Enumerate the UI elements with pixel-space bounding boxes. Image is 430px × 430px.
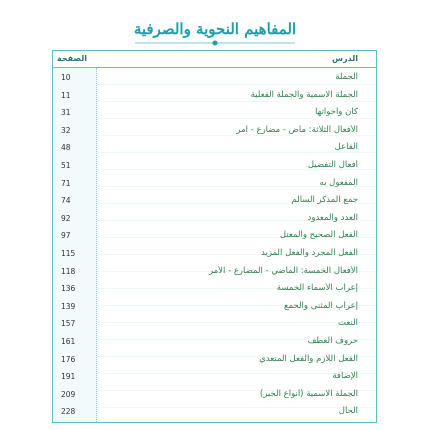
header-page: الصفحة: [57, 54, 88, 63]
row-page-number: 48: [61, 143, 71, 153]
row-topic: الجملة الاسمية والجملة الفعلية: [250, 89, 358, 100]
row-page-number: 191: [61, 372, 76, 382]
row-page-number: 115: [61, 248, 76, 258]
row-page-number: 10: [61, 73, 71, 82]
toc-row[interactable]: [53, 89, 376, 107]
row-topic: الفعل اللازم والفعل المتعدي: [259, 353, 358, 364]
toc-row[interactable]: [53, 300, 376, 318]
page-title: المفاهيم النحوية والصرفية: [133, 20, 297, 38]
row-page-number: 176: [61, 354, 76, 364]
toc-row[interactable]: [53, 229, 376, 247]
row-page-number: 118: [61, 266, 76, 276]
row-topic: الأفعال الثلاثة: ماض - مضارع - أمر: [236, 124, 358, 135]
row-page-number: 31: [61, 108, 71, 118]
row-topic: جمع المذكر السالم: [291, 195, 358, 206]
row-topic: كان وأخواتها: [315, 107, 358, 118]
row-page-number: 71: [61, 178, 71, 188]
toc-row[interactable]: [53, 71, 376, 89]
row-topic: الجملة: [335, 72, 358, 82]
row-page-number: 228: [61, 407, 76, 417]
toc-rows: [53, 71, 376, 423]
row-page-number: 11: [61, 90, 71, 100]
row-page-number: 161: [61, 336, 76, 346]
toc-row[interactable]: [53, 388, 376, 406]
row-topic: الفعل المجرد والفعل المزيد: [261, 247, 358, 258]
header-lessons: الدرس: [331, 54, 358, 63]
row-topic: الأفعال الخمسة: الماضي - المضارع - الأمر: [208, 265, 358, 276]
row-page-number: 97: [61, 231, 71, 241]
row-page-number: 74: [61, 196, 71, 206]
row-page-number: 139: [61, 301, 76, 311]
row-topic: العدد والمعدود: [307, 212, 358, 223]
toc-row[interactable]: [53, 247, 376, 265]
row-topic: الإضافة: [332, 371, 358, 382]
row-topic: الفعل الصحيح والمعتل: [279, 230, 358, 241]
toc-row[interactable]: [53, 405, 376, 423]
toc-row[interactable]: [53, 335, 376, 353]
toc-row[interactable]: [53, 194, 376, 212]
title-underline-ornament: [135, 40, 295, 46]
toc-row[interactable]: [53, 370, 376, 388]
toc-row[interactable]: [53, 124, 376, 142]
row-topic: الفاعل: [334, 142, 358, 153]
row-topic: حروف العطف: [307, 335, 358, 346]
toc-row[interactable]: [53, 141, 376, 159]
row-page-number: 136: [61, 284, 76, 294]
row-topic: الحال: [338, 406, 358, 417]
row-topic: أفعال التفضيل: [307, 159, 358, 170]
table-of-contents: [52, 50, 377, 423]
toc-row[interactable]: [53, 159, 376, 177]
row-topic: المفعول به: [319, 177, 358, 188]
toc-row[interactable]: [53, 265, 376, 283]
toc-row[interactable]: [53, 317, 376, 335]
row-topic: الجملة الاسمية (أنواع الخبر): [259, 388, 358, 399]
toc-row[interactable]: [53, 177, 376, 195]
row-page-number: 92: [61, 213, 71, 223]
toc-row[interactable]: [53, 106, 376, 124]
row-page-number: 51: [61, 160, 71, 170]
row-topic: إعراب المثنى والجمع: [284, 300, 358, 311]
toc-row[interactable]: [53, 282, 376, 300]
row-topic: النعت: [338, 318, 358, 329]
row-topic: إعراب الأسماء الخمسة: [276, 283, 358, 294]
toc-row[interactable]: [53, 353, 376, 371]
toc-row[interactable]: [53, 212, 376, 230]
row-page-number: 209: [61, 389, 76, 399]
row-page-number: 157: [61, 319, 76, 329]
row-page-number: 32: [61, 125, 71, 135]
table-header: [53, 51, 376, 68]
